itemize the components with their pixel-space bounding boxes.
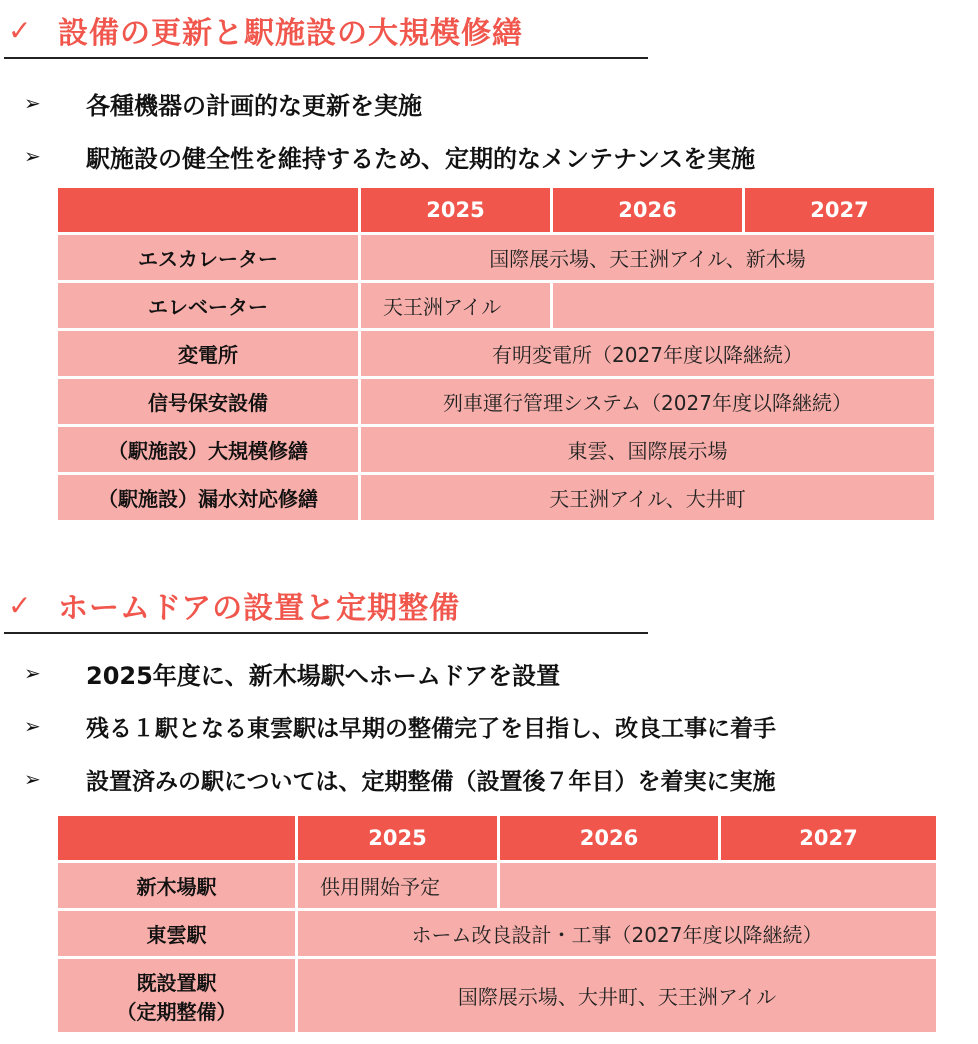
year-header-2025: 2025: [298, 816, 497, 860]
section1-bullet-2: [24, 139, 755, 173]
row-label: （駅施設）漏水対応修繕: [58, 475, 358, 520]
bullet-text: 設置済みの駅については、定期整備（設置後７年目）を着実に実施: [86, 768, 776, 795]
bullet-arrow-icon: ➢: [24, 91, 41, 115]
bullet-arrow-icon: ➢: [24, 714, 41, 738]
bullet-text: 駅施設の健全性を維持するため、定期的なメンテナンスを実施: [86, 144, 756, 173]
table-row: [58, 331, 934, 376]
table-header-row: [58, 816, 936, 860]
row-label: （駅施設）大規模修繕: [58, 427, 358, 472]
row-value: 有明変電所（2027年度以降継続）: [361, 331, 934, 376]
bullet-text: 各種機器の計画的な更新を実施: [86, 91, 422, 120]
row-value: 供用開始予定: [298, 863, 497, 908]
equipment-schedule-table: [55, 185, 937, 523]
row-value: 東雲、国際展示場: [361, 427, 934, 472]
bullet-text: 残る１駅となる東雲駅は早期の整備完了を目指し、改良工事に着手: [86, 715, 776, 742]
row-label: エスカレーター: [58, 235, 358, 280]
row-empty-cell: [553, 283, 934, 328]
table-row: [58, 235, 934, 280]
row-label: 変電所: [58, 331, 358, 376]
table-row: [58, 863, 936, 908]
table-row: [58, 427, 934, 472]
row-value: 国際展示場、大井町、天王洲アイル: [298, 959, 936, 1032]
section2-divider: [4, 632, 648, 634]
header-blank-cell: [58, 188, 358, 232]
row-label-line2: （定期整備）: [116, 999, 237, 1024]
table-row: [58, 283, 934, 328]
row-value: 天王洲アイル、大井町: [361, 475, 934, 520]
check-icon: ✓: [8, 13, 32, 47]
year-header-2025: 2025: [361, 188, 550, 232]
row-label: エレベーター: [58, 283, 358, 328]
row-value: 天王洲アイル: [361, 283, 550, 328]
year-header-2026: 2026: [500, 816, 718, 860]
bullet-arrow-icon: ➢: [24, 144, 41, 168]
table-row: [58, 475, 934, 520]
bullet-arrow-icon: ➢: [24, 767, 41, 791]
section1-title: 設備の更新と駅施設の大規模修繕: [58, 16, 523, 51]
check-icon: ✓: [8, 588, 32, 622]
year-header-2027: 2027: [745, 188, 934, 232]
section1-heading: [8, 10, 523, 50]
row-value: ホーム改良設計・工事（2027年度以降継続）: [298, 911, 936, 956]
section2-heading: [8, 585, 460, 625]
year-header-2026: 2026: [553, 188, 742, 232]
bullet-arrow-icon: ➢: [24, 661, 41, 685]
table-row: [58, 959, 936, 1032]
bullet-text: 2025年度に、新木場駅へホームドアを設置: [86, 661, 561, 690]
row-label: 信号保安設備: [58, 379, 358, 424]
row-value: 列車運行管理システム（2027年度以降継続）: [361, 379, 934, 424]
row-label: [58, 959, 295, 1032]
year-header-2027: 2027: [721, 816, 936, 860]
table-row: [58, 911, 936, 956]
section2-title: ホームドアの設置と定期整備: [58, 591, 461, 626]
table-header-row: [58, 188, 934, 232]
section2-bullet-1: [24, 656, 560, 690]
section1-bullet-1: [24, 86, 422, 120]
row-label: 新木場駅: [58, 863, 295, 908]
section1-divider: [4, 57, 648, 59]
row-empty-cell: [500, 863, 936, 908]
section2-bullet-2: [24, 709, 776, 743]
table-row: [58, 379, 934, 424]
platform-door-schedule-table: [55, 813, 939, 1035]
row-label-line1: 既設置駅: [136, 970, 217, 995]
section2-bullet-3: [24, 762, 776, 796]
row-label: 東雲駅: [58, 911, 295, 956]
header-blank-cell: [58, 816, 295, 860]
row-value: 国際展示場、天王洲アイル、新木場: [361, 235, 934, 280]
